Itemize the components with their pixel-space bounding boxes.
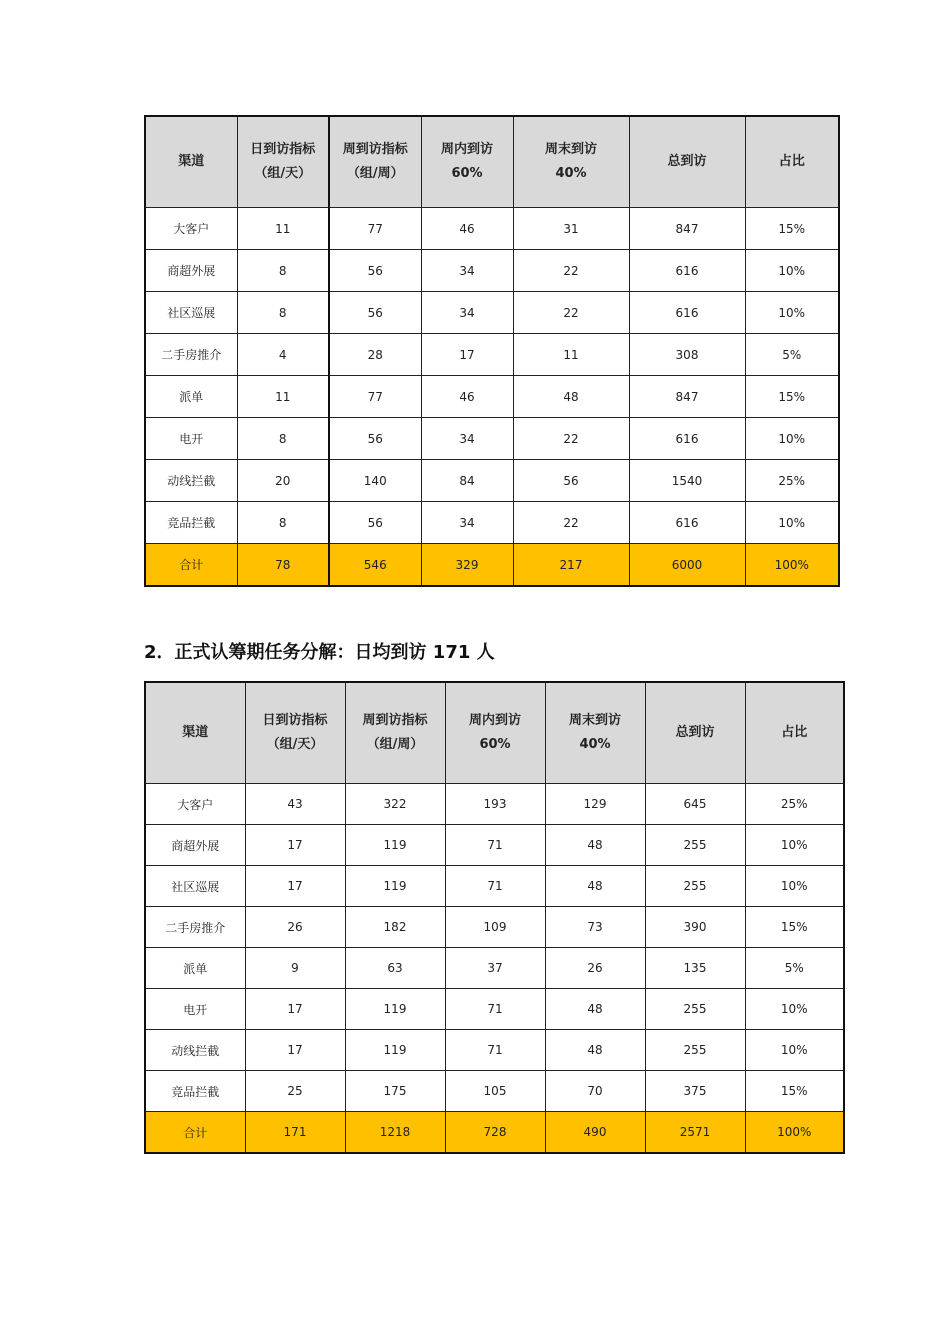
channel-cell: 动线拦截 (145, 460, 237, 502)
value-cell: 48 (545, 866, 645, 907)
total-value-cell: 100% (745, 1112, 844, 1154)
table-row (145, 825, 844, 866)
value-cell: 48 (545, 1030, 645, 1071)
header-cell: 周到访指标 （组/周） (345, 682, 445, 784)
value-cell: 10% (745, 250, 839, 292)
table-row (145, 989, 844, 1030)
value-cell: 17 (421, 334, 513, 376)
value-cell: 71 (445, 825, 545, 866)
value-cell: 10% (745, 989, 844, 1030)
channel-cell: 大客户 (145, 784, 245, 825)
header-cell: 日到访指标 （组/天） (237, 116, 329, 208)
value-cell: 26 (545, 948, 645, 989)
table-row (145, 460, 839, 502)
value-cell: 193 (445, 784, 545, 825)
value-cell: 140 (329, 460, 421, 502)
value-cell: 77 (329, 376, 421, 418)
table-row (145, 948, 844, 989)
channel-cell: 社区巡展 (145, 292, 237, 334)
value-cell: 5% (745, 334, 839, 376)
total-value-cell: 78 (237, 544, 329, 587)
header-cell: 渠道 (145, 116, 237, 208)
channel-cell: 商超外展 (145, 825, 245, 866)
value-cell: 119 (345, 989, 445, 1030)
table-row (145, 418, 839, 460)
value-cell: 31 (513, 208, 629, 250)
value-cell: 20 (237, 460, 329, 502)
value-cell: 616 (629, 502, 745, 544)
value-cell: 616 (629, 418, 745, 460)
header-cell: 占比 (745, 682, 844, 784)
value-cell: 25% (745, 784, 844, 825)
value-cell: 15% (745, 1071, 844, 1112)
table-row (145, 208, 839, 250)
visit-target-table-1 (144, 115, 840, 587)
value-cell: 17 (245, 1030, 345, 1071)
table-row (145, 866, 844, 907)
value-cell: 34 (421, 418, 513, 460)
value-cell: 9 (245, 948, 345, 989)
value-cell: 71 (445, 989, 545, 1030)
total-value-cell: 546 (329, 544, 421, 587)
value-cell: 8 (237, 418, 329, 460)
value-cell: 375 (645, 1071, 745, 1112)
value-cell: 119 (345, 825, 445, 866)
value-cell: 15% (745, 208, 839, 250)
total-value-cell: 2571 (645, 1112, 745, 1154)
table-row (145, 1030, 844, 1071)
value-cell: 48 (513, 376, 629, 418)
value-cell: 1540 (629, 460, 745, 502)
value-cell: 73 (545, 907, 645, 948)
value-cell: 182 (345, 907, 445, 948)
total-value-cell: 171 (245, 1112, 345, 1154)
value-cell: 17 (245, 989, 345, 1030)
total-value-cell: 217 (513, 544, 629, 587)
value-cell: 22 (513, 292, 629, 334)
table-header-row (145, 682, 844, 784)
channel-cell: 社区巡展 (145, 866, 245, 907)
total-value-cell: 728 (445, 1112, 545, 1154)
channel-cell: 派单 (145, 376, 237, 418)
channel-cell: 商超外展 (145, 250, 237, 292)
value-cell: 15% (745, 907, 844, 948)
value-cell: 10% (745, 1030, 844, 1071)
value-cell: 17 (245, 825, 345, 866)
value-cell: 390 (645, 907, 745, 948)
value-cell: 10% (745, 418, 839, 460)
value-cell: 255 (645, 825, 745, 866)
value-cell: 105 (445, 1071, 545, 1112)
table-row (145, 1071, 844, 1112)
value-cell: 70 (545, 1071, 645, 1112)
total-label-cell: 合计 (145, 1112, 245, 1154)
value-cell: 255 (645, 866, 745, 907)
table-row (145, 502, 839, 544)
value-cell: 71 (445, 1030, 545, 1071)
value-cell: 135 (645, 948, 745, 989)
header-cell: 周末到访 40% (545, 682, 645, 784)
section-heading: 2．正式认筹期任务分解：日均到访 171 人 (144, 642, 495, 663)
value-cell: 22 (513, 250, 629, 292)
value-cell: 71 (445, 866, 545, 907)
value-cell: 10% (745, 825, 844, 866)
value-cell: 25% (745, 460, 839, 502)
value-cell: 308 (629, 334, 745, 376)
header-cell: 周末到访 40% (513, 116, 629, 208)
table-header-row (145, 116, 839, 208)
value-cell: 63 (345, 948, 445, 989)
value-cell: 847 (629, 208, 745, 250)
value-cell: 11 (513, 334, 629, 376)
table-row (145, 292, 839, 334)
header-cell: 周内到访 60% (445, 682, 545, 784)
total-row (145, 1112, 844, 1154)
value-cell: 43 (245, 784, 345, 825)
value-cell: 22 (513, 418, 629, 460)
value-cell: 34 (421, 250, 513, 292)
value-cell: 48 (545, 825, 645, 866)
value-cell: 26 (245, 907, 345, 948)
value-cell: 28 (329, 334, 421, 376)
value-cell: 56 (329, 418, 421, 460)
channel-cell: 派单 (145, 948, 245, 989)
value-cell: 119 (345, 1030, 445, 1071)
value-cell: 10% (745, 502, 839, 544)
channel-cell: 动线拦截 (145, 1030, 245, 1071)
table-row (145, 907, 844, 948)
value-cell: 22 (513, 502, 629, 544)
value-cell: 56 (329, 250, 421, 292)
channel-cell: 大客户 (145, 208, 237, 250)
header-cell: 渠道 (145, 682, 245, 784)
value-cell: 56 (329, 292, 421, 334)
header-cell: 周内到访 60% (421, 116, 513, 208)
channel-cell: 竞品拦截 (145, 1071, 245, 1112)
value-cell: 645 (645, 784, 745, 825)
table-row (145, 376, 839, 418)
value-cell: 37 (445, 948, 545, 989)
value-cell: 8 (237, 292, 329, 334)
value-cell: 255 (645, 989, 745, 1030)
value-cell: 847 (629, 376, 745, 418)
header-cell: 日到访指标 （组/天） (245, 682, 345, 784)
value-cell: 77 (329, 208, 421, 250)
table-row (145, 784, 844, 825)
value-cell: 175 (345, 1071, 445, 1112)
total-value-cell: 1218 (345, 1112, 445, 1154)
channel-cell: 电开 (145, 418, 237, 460)
visit-target-table-2 (144, 681, 845, 1154)
total-value-cell: 6000 (629, 544, 745, 587)
value-cell: 84 (421, 460, 513, 502)
total-row (145, 544, 839, 587)
value-cell: 255 (645, 1030, 745, 1071)
total-value-cell: 100% (745, 544, 839, 587)
total-value-cell: 490 (545, 1112, 645, 1154)
header-cell: 周到访指标 （组/周） (329, 116, 421, 208)
value-cell: 15% (745, 376, 839, 418)
value-cell: 11 (237, 208, 329, 250)
total-value-cell: 329 (421, 544, 513, 587)
table-row (145, 334, 839, 376)
value-cell: 48 (545, 989, 645, 1030)
value-cell: 46 (421, 376, 513, 418)
total-label-cell: 合计 (145, 544, 237, 587)
table-row (145, 250, 839, 292)
channel-cell: 二手房推介 (145, 334, 237, 376)
value-cell: 56 (513, 460, 629, 502)
value-cell: 10% (745, 866, 844, 907)
value-cell: 8 (237, 502, 329, 544)
channel-cell: 竞品拦截 (145, 502, 237, 544)
value-cell: 119 (345, 866, 445, 907)
value-cell: 34 (421, 502, 513, 544)
value-cell: 17 (245, 866, 345, 907)
header-cell: 总到访 (629, 116, 745, 208)
value-cell: 5% (745, 948, 844, 989)
header-cell: 占比 (745, 116, 839, 208)
value-cell: 616 (629, 292, 745, 334)
header-cell: 总到访 (645, 682, 745, 784)
value-cell: 56 (329, 502, 421, 544)
value-cell: 11 (237, 376, 329, 418)
value-cell: 46 (421, 208, 513, 250)
value-cell: 34 (421, 292, 513, 334)
value-cell: 25 (245, 1071, 345, 1112)
value-cell: 8 (237, 250, 329, 292)
value-cell: 322 (345, 784, 445, 825)
value-cell: 10% (745, 292, 839, 334)
value-cell: 4 (237, 334, 329, 376)
value-cell: 109 (445, 907, 545, 948)
value-cell: 129 (545, 784, 645, 825)
value-cell: 616 (629, 250, 745, 292)
channel-cell: 二手房推介 (145, 907, 245, 948)
channel-cell: 电开 (145, 989, 245, 1030)
